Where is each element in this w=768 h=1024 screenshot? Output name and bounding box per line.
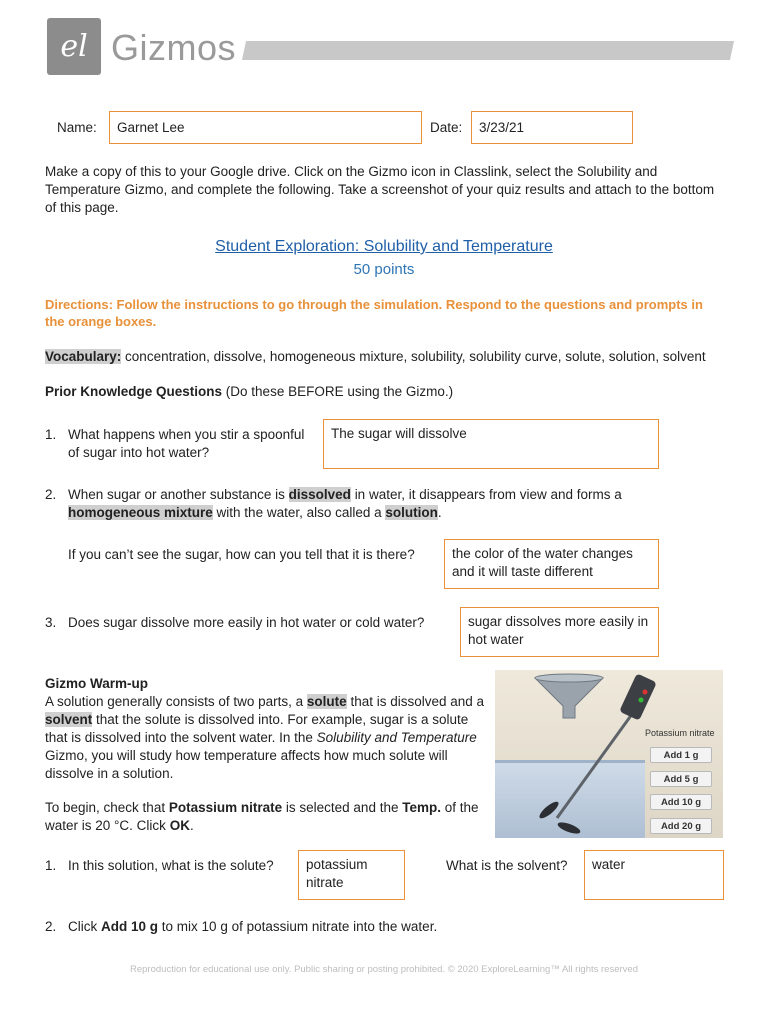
header-banner <box>242 41 734 60</box>
wq1-text: In this solution, what is the solute? <box>68 858 274 873</box>
page-title[interactable]: Student Exploration: Solubility and Temperature <box>215 238 553 255</box>
q1-line1: What happens when you stir a spoonful <box>68 427 305 442</box>
warmup-b4: . <box>189 818 194 833</box>
q2-part2: in water, it disappears from view and forms a <box>354 487 622 502</box>
q1-line2: of sugar into hot water? <box>68 445 210 460</box>
wq2-p1: Click <box>68 919 98 934</box>
add-5g-button[interactable]: Add 5 g <box>650 771 712 787</box>
wq1-solvent-question: What is the solvent? <box>446 858 568 873</box>
solute-answer-box[interactable]: potassium nitrate <box>298 850 405 900</box>
term-solute: solute <box>306 694 347 709</box>
wq2-number: 2. <box>45 919 57 934</box>
wq2-p2: to mix 10 g of potassium nitrate into the water. <box>161 919 438 934</box>
term-dissolved: dissolved <box>288 487 351 502</box>
warmup-section <box>45 675 485 835</box>
points: 50 points <box>353 261 415 278</box>
prior-note: (Do these BEFORE using the Gizmo.) <box>225 384 454 399</box>
q1-number: 1. <box>45 427 57 442</box>
ok-strong: OK <box>169 818 190 833</box>
brand-name: Gizmos <box>111 27 237 68</box>
q2-part3: with the water, also called a <box>216 505 382 520</box>
warmup-p1: A solution generally consists of two parts, a <box>45 694 304 709</box>
date-field[interactable]: 3/23/21 <box>471 111 633 144</box>
warmup-instructions <box>45 799 485 835</box>
vocabulary-terms: concentration, dissolve, homogeneous mixture, solubility, solubility curve, solute, solution, solvent <box>125 349 706 364</box>
q1-answer-box[interactable]: The sugar will dissolve <box>323 419 659 469</box>
vocabulary <box>45 348 735 366</box>
potassium-nitrate-strong: Potassium nitrate <box>168 800 283 815</box>
warmup-heading: Gizmo Warm-up <box>45 676 148 691</box>
name-label: Name: <box>57 120 97 135</box>
warmup-b1: To begin, check that <box>45 800 166 815</box>
term-solvent: solvent <box>45 712 93 727</box>
warmup-b2: is selected and the <box>285 800 399 815</box>
explorelearning-logo <box>47 18 101 75</box>
gizmo-screenshot <box>495 670 723 838</box>
q2-part1: When sugar or another substance is <box>68 487 285 502</box>
warmup-p2: that is dissolved and a <box>350 694 485 709</box>
q2-subquestion: If you can’t see the sugar, how can you tell that it is there? <box>68 547 415 562</box>
vocabulary-label: Vocabulary: <box>45 349 122 364</box>
term-homogeneous-mixture: homogeneous mixture <box>68 505 213 520</box>
add-20g-button[interactable]: Add 20 g <box>650 818 712 834</box>
prior-heading: Prior Knowledge Questions <box>45 384 223 399</box>
q2-answer-box[interactable]: the color of the water changes and it will taste different <box>444 539 659 589</box>
date-label: Date: <box>430 120 463 135</box>
warmup-p4: Gizmo, you will study how temperature affects how much solute will dissolve in a solution. <box>45 748 448 781</box>
q1-text <box>68 426 323 462</box>
q3-text: Does sugar dissolve more easily in hot water or cold water? <box>68 615 425 630</box>
sim-substance-label: Potassium nitrate <box>645 728 715 738</box>
directions: Directions: Follow the instructions to go through the simulation. Respond to the questions and prompts in the orange boxes. <box>45 297 703 329</box>
wq2-text <box>68 918 437 936</box>
name-field[interactable]: Garnet Lee <box>109 111 422 144</box>
add-1g-button[interactable]: Add 1 g <box>650 747 712 763</box>
wq1-number: 1. <box>45 858 57 873</box>
q3-answer-box[interactable]: sugar dissolves more easily in hot water <box>460 607 659 657</box>
warmup-paragraph <box>45 693 485 783</box>
warmup-p3: that the solute is dissolved into. For example, sugar is a solute that is dissolved into the solvent water. In the <box>45 712 469 745</box>
temp-strong: Temp. <box>402 800 441 815</box>
footer: Reproduction for educational use only. Public sharing or posting prohibited. © 2020 ExploreLearning™ All rights reserved <box>130 964 638 975</box>
q2-number: 2. <box>45 487 57 502</box>
term-solution: solution <box>385 505 438 520</box>
warmup-b3: of the water is 20 °C. Click <box>45 800 479 833</box>
add-10g-strong: Add 10 g <box>101 919 159 934</box>
solvent-answer-box[interactable]: water <box>584 850 724 900</box>
q2-part4: . <box>437 505 442 520</box>
intro-text: Make a copy of this to your Google drive. Click on the Gizmo icon in Classlink, select the Solubility and Temperature Gizmo, and complete the following. Take a screenshot of your quiz results and attach to the bottom of this page. <box>45 164 715 215</box>
q2-text <box>68 486 668 522</box>
add-10g-button[interactable]: Add 10 g <box>650 794 712 810</box>
logo-text: el <box>60 29 88 64</box>
gizmo-name: Solubility and Temperature <box>316 730 477 745</box>
prior-knowledge-heading <box>45 383 453 401</box>
q3-number: 3. <box>45 615 57 630</box>
